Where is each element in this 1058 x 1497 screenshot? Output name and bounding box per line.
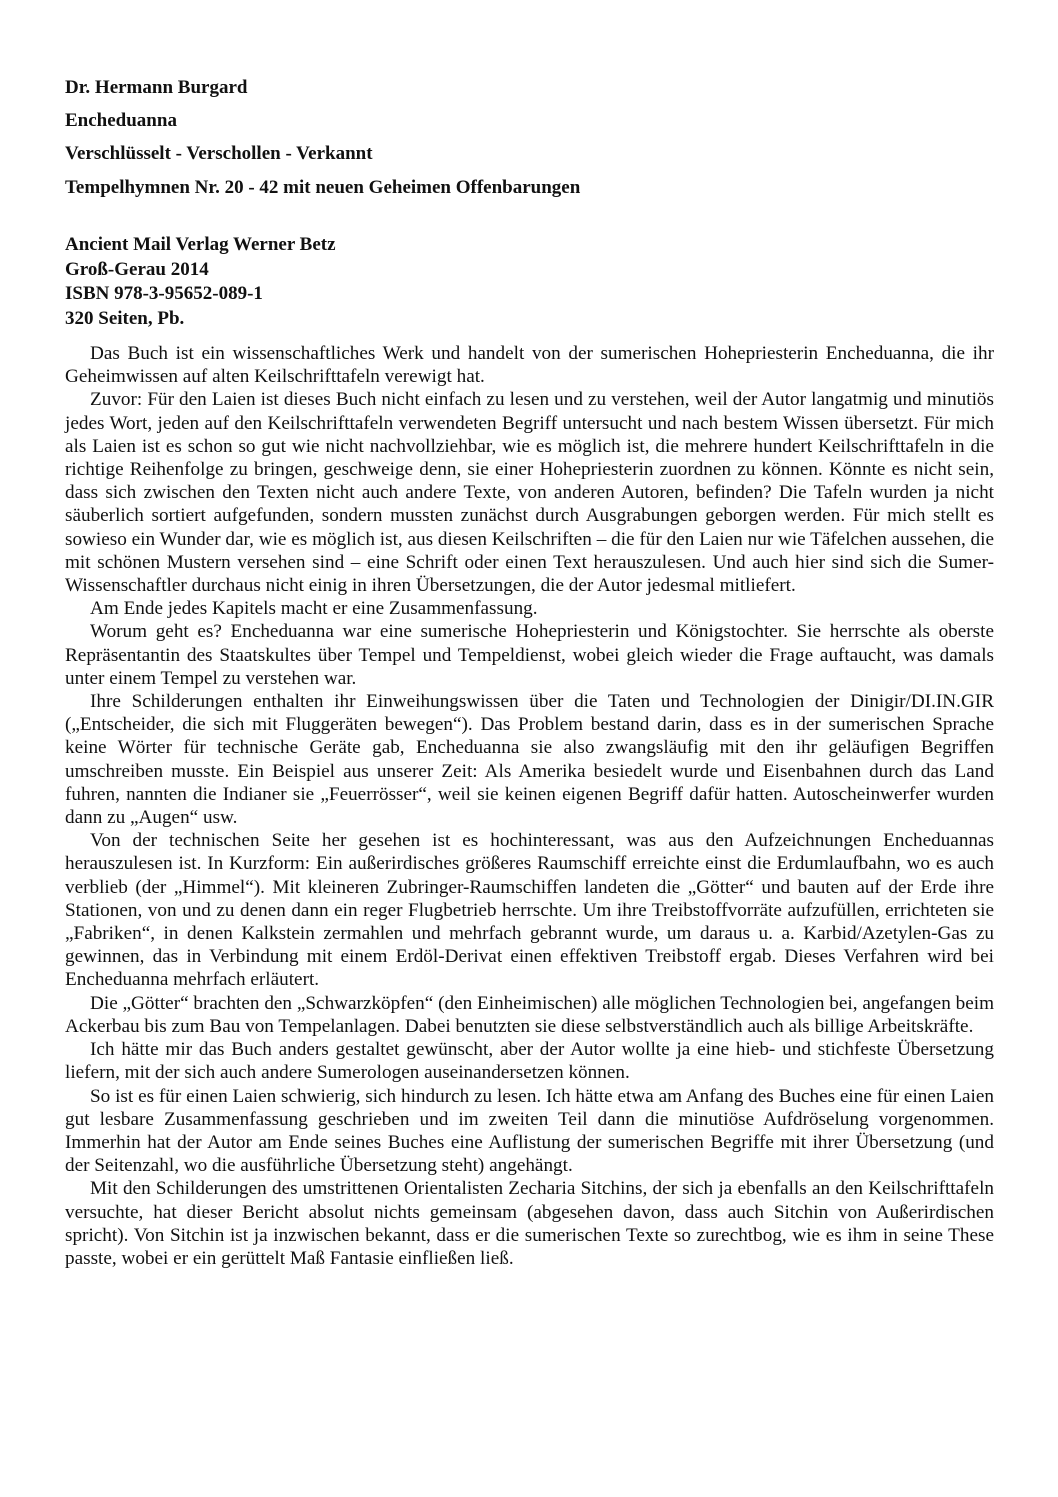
paragraph: Worum geht es? Encheduanna war eine sumerische Hohepriesterin und Königstochter. Sie herrschte als oberste Repräsentantin des Staatskultes über Tempel und Tempeldienst, wobei gleich wieder die Frage auftaucht, was damals unter einem Tempel zu verstehen war. [65,621,994,689]
paragraph: Mit den Schilderungen des umstrittenen Orientalisten Zecharia Sitchins, der sich ja ebenfalls an den Keilschrifttafeln versuchte, hat dieser Bericht absolut nichts gemeinsam (abgesehen davon, dass auch Sitchin von Außerirdischen spricht). Von Sitchin ist ja inzwischen bekannt, dass er die sumerischen Texte so zurechtbog, wie es ihm in seine These passte, wobei er ein gerüttelt Maß Fantasie einfließen ließ. [65,1178,994,1269]
paragraph: Ihre Schilderungen enthalten ihr Einweihungswissen über die Taten und Technologien der Dinigir/DI.IN.GIR („Entscheider, die sich mit Fluggeräten bewegen“). Das Problem bestand darin, dass es in der sumerischen Sprache keine Wörter für technische Geräte gab, Encheduanna sie also zwangsläufig mit den ihr geläufigen Begriffen umschreiben musste. Ein Beispiel aus unserer Zeit: Als Amerika besiedelt wurde und Eisenbahnen durch das Land fuhren, nannten die Indianer sie „Feuerrösser“, weil sie keinen eigenen Begriff dafür hatten. Autoscheinwerfer wurden dann zu „Augen“ usw. [65,691,994,829]
author-line: Dr. Hermann Burgard [65,77,248,98]
paragraph: Die „Götter“ brachten den „Schwarzköpfen“ (den Einheimischen) alle möglichen Technologien bei, angefangen beim Ackerbau bis zum Bau von Tempelanlagen. Dabei benutzten sie diese selbstverständlich auch als billige Arbeitskräfte. [65,992,994,1037]
review-body [65,342,994,1270]
isbn: ISBN 978-3-95652-089-1 [65,283,263,304]
book-title: Encheduanna [65,110,177,131]
place-year: Groß-Gerau 2014 [65,258,209,280]
paragraph: Zuvor: Für den Laien ist dieses Buch nicht einfach zu lesen und zu verstehen, weil der Autor langatmig und minutiös jedes Wort, jeden auf den Keilschrifttafeln verwendeten Begriff untersucht und nach bestem Wissen übersetzt. Für mich als Laien ist es schon so gut wie nicht nachvollziehbar, wie es möglich ist, die mehrere hundert Keilschrifttafeln in die richtige Reihenfolge zu bringen, geschweige denn, sie einer Hohepriesterin zuordnen zu können. Könnte es nicht sein, dass sich zwischen den Texten nicht auch andere Texte, von anderen Autoren, befinden? Die Tafeln wurden ja nicht säuberlich sortiert aufgefunden, sondern mussten zunächst durch Ausgrabungen geborgen werden. Für mich stellt es sowieso ein Wunder dar, wie es möglich ist, aus diesen Keilschriften – die für den Laien nur wie Täfelchen aussehen, die mit schönen Mustern versehen sind – eine Schrift oder einen Text herauszulesen. Und auch hier sind sich die Sumer-Wissenschaftler durchaus nicht einig in ihren Übersetzungen, die der Autor jedesmal mitliefert. [65,389,994,597]
publisher: Ancient Mail Verlag Werner Betz [65,234,336,255]
paragraph: Von der technischen Seite her gesehen ist es hochinteressant, was aus den Aufzeichnungen Encheduannas herauszulesen ist. In Kurzform: Ein außerirdisches größeres Raumschiff erreichte einst die Erdumlaufbahn, wo es auch verblieb (der „Himmel“). Mit kleineren Zubringer-Raumschiffen landeten die „Götter“ und bauten auf der Erde ihre Stationen, von und zu denen dann ein reger Flugbetrieb herrschte. Um ihre Treibstoffvorräte aufzufüllen, errichteten sie „Fabriken“, in denen Kalkstein zermahlen und mehrfach gebrannt wurde, um daraus u. a. Karbid/Azetylen-Gas zu gewinnen, das in Verbindung mit einem Erdöl-Derivat einen effektiven Treibstoff ergab. Dieses Verfahren wird bei Encheduanna mehrfach erläutert. [65,830,994,991]
book-subtitle: Verschlüsselt - Verschollen - Verkannt [65,143,373,164]
publication-info [65,233,1005,331]
page-count: 320 Seiten, Pb. [65,307,185,329]
paragraph: Am Ende jedes Kapitels macht er eine Zusammenfassung. [90,598,538,620]
paragraph: So ist es für einen Laien schwierig, sich hindurch zu lesen. Ich hätte etwa am Anfang des Buches eine für einen Laien gut lesbare Zusammenfassung geschrieben und im zweiten Teil dann die minutiöse Aufdröselung vorgenommen. Immerhin hat der Autor am Ende seines Buches eine Auflistung der sumerischen Begriffe mit ihrer Übersetzung (und der Seitenzahl, wo die ausführliche Übersetzung steht) angehängt. [65,1085,994,1177]
book-series-line: Tempelhymnen Nr. 20 - 42 mit neuen Geheimen Offenbarungen [65,177,581,198]
paragraph: Ich hätte mir das Buch anders gestaltet gewünscht, aber der Autor wollte ja eine hieb- und stichfeste Übersetzung liefern, mit der sich auch andere Sumerologen auseinandersetzen können. [65,1039,994,1084]
paragraph: Das Buch ist ein wissenschaftliches Werk und handelt von der sumerischen Hohepriesterin Encheduanna, die ihr Geheimwissen auf alten Keilschrifttafeln verewigt hat. [65,343,994,388]
